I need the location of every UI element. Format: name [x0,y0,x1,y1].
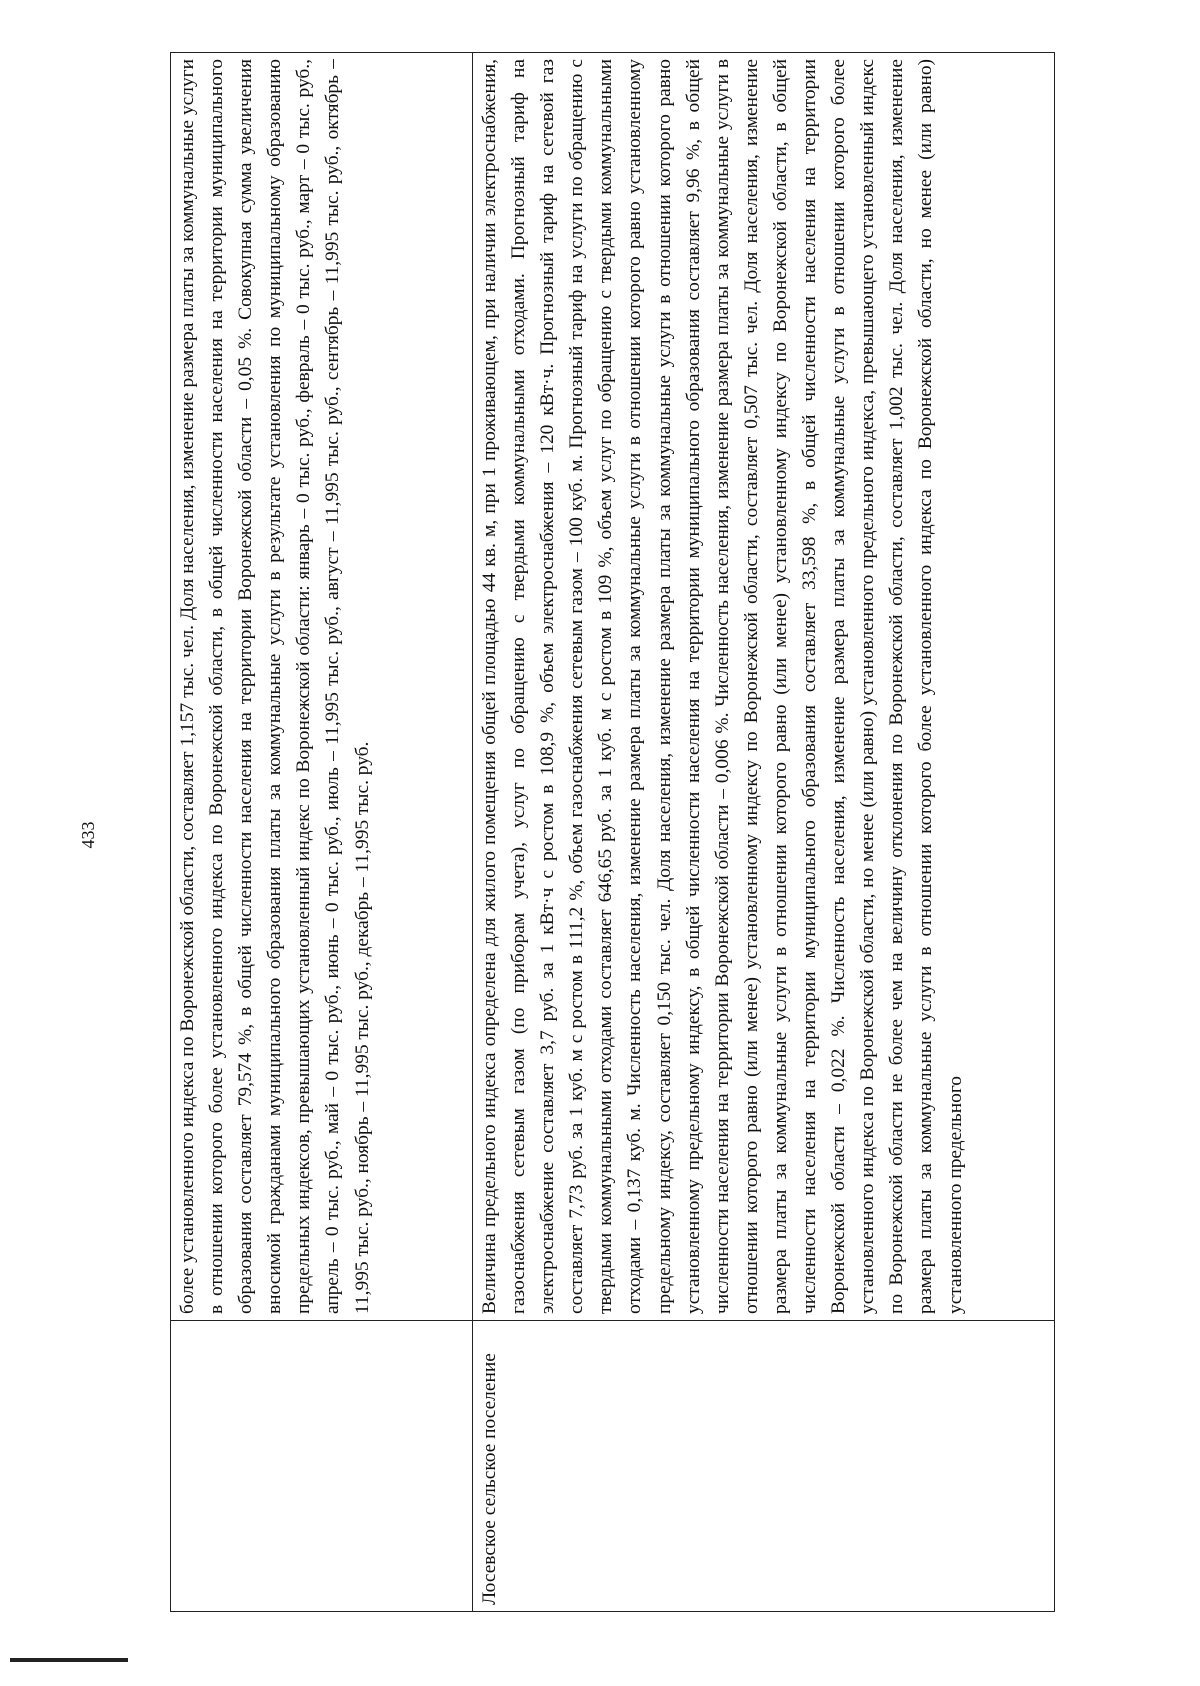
scan-edge-mark [10,1658,128,1662]
indices-table [170,52,1055,1612]
index-description-cell: более установленного индекса по Воронежской области, составляет 1,157 тыс. чел. Доля населения, изменение размера платы за коммунальные услуги в отношении которого более установленного индекса по Воронежской области, в общей численности населения на территории муниципального образования составляет 79,574 %, в общей численности населения на территории Воронежской области – 0,05 %. Совокупная сумма увеличения вносимой гражданами муниципального образования платы за коммунальные услуги в результате установления по муниципальному образованию предельных индексов, превышающих установленный индекс по Воронежской области: январь – 0 тыс. руб., февраль – 0 тыс. руб., март – 0 тыс. руб., апрель – 0 тыс. руб., май – 0 тыс. руб., июнь – 0 тыс. руб., июль – 11,995 тыс. руб., август – 11,995 тыс. руб., сентябрь – 11,995 тыс. руб., октябрь – 11,995 тыс. руб., ноябрь – 11,995 тыс. руб., декабрь – 11,995 тыс. руб. [171,53,473,1321]
table-row [473,53,1055,1612]
settlement-name-cell [171,1321,473,1612]
settlement-name-cell: Лосевское сельское поселение [473,1321,1055,1612]
page-number: 433 [78,821,98,849]
rotated-page-content [170,52,1055,1612]
table-row [171,53,473,1612]
index-description-cell: Величина предельного индекса определена для жилого помещения общей площадью 44 кв. м, при 1 проживающем, при наличии электроснабжения, газоснабжения сетевым газом (по приборам учета), услуг по обращению с твердыми коммунальными отходами. Прогнозный тариф на электроснабжение составляет 3,7 руб. за 1 кВт·ч с ростом в 108,9 %, объем электроснабжения – 120 кВт·ч. Прогнозный тариф на сетевой газ составляет 7,73 руб. за 1 куб. м с ростом в 111,2 %, объем газоснабжения сетевым газом – 100 куб. м. Прогнозный тариф на услуги по обращению с твердыми коммунальными отходами составляет 646,65 руб. за 1 куб. м с ростом в 109 %, объем услуг по обращению с твердыми коммунальными отходами – 0,137 куб. м. Численность населения, изменение размера платы за коммунальные услуги в отношении которого равно установленному предельному индексу, составляет 0,150 тыс. чел. Доля населения, изменение размера платы за коммунальные услуги в отношении которого равно установленному предельному индексу, в общей численности населения на территории муниципального образования составляет 9,96 %, в общей численности населения на территории Воронежской области – 0,006 %. Численность населения, изменение размера платы за коммунальные услуги в отношении которого равно (или менее) установленному индексу по Воронежской области, составляет 0,507 тыс. чел. Доля населения, изменение размера платы за коммунальные услуги в отношении которого равно (или менее) установленному индексу по Воронежской области, в общей численности населения на территории муниципального образования составляет 33,598 %, в общей численности населения на территории Воронежской области – 0,022 %. Численность населения, изменение размера платы за коммунальные услуги в отношении которого более установленного индекса по Воронежской области, но менее (или равно) установленного предельного индекса, превышающего установленный индекс по Воронежской области не более чем на величину отклонения по Воронежской области, составляет 1,002 тыс. чел. Доля населения, изменение размера платы за коммунальные услуги в отношении которого более установленного индекса по Воронежской области, но менее (или равно) установленного предельного [473,53,1055,1321]
